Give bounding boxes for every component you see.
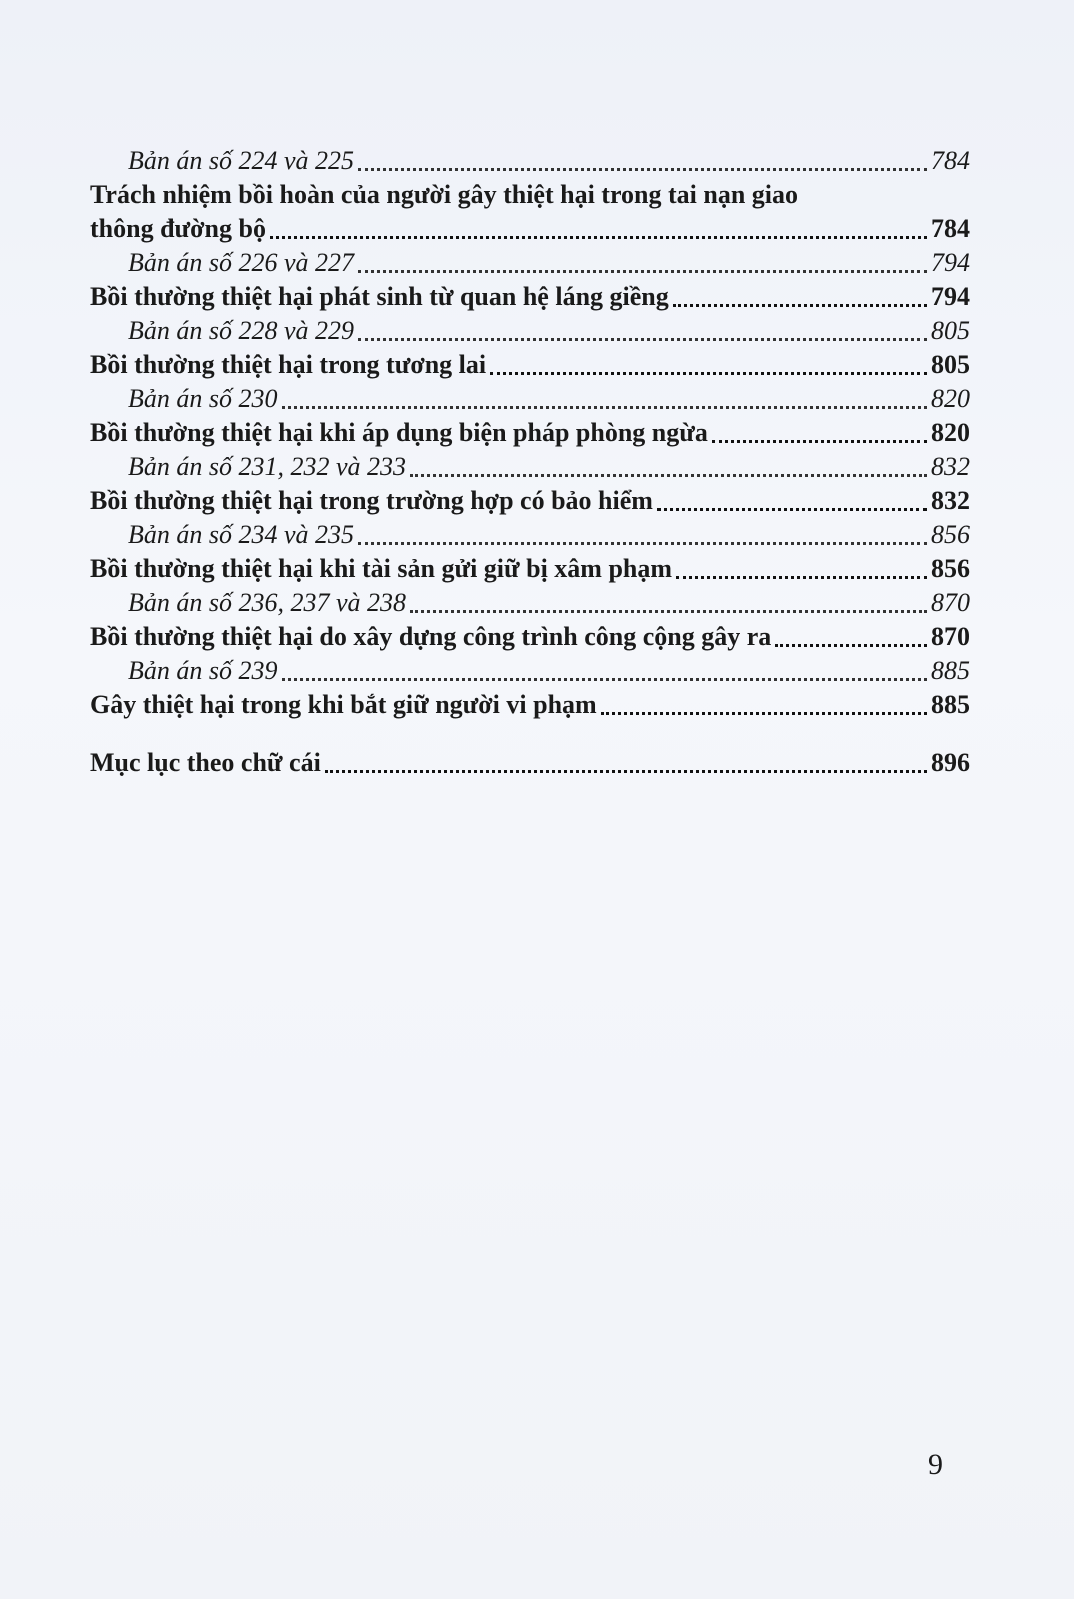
toc-entry-sub [90,144,970,178]
toc-entry-title: Bản án số 228 và 229 [128,316,355,345]
toc-entry-title: Bồi thường thiệt hại do xây dựng công trình công cộng gây ra [90,622,772,651]
toc-entry-title: Bản án số 226 và 227 [128,248,355,277]
toc-entry-page: 870 [931,588,970,617]
toc-entry-title: Bồi thường thiệt hại trong trường hợp có bảo hiểm [90,486,653,515]
toc-entry-head [90,280,970,314]
toc-entry-page: 805 [931,316,970,345]
dot-leader [358,168,927,171]
dot-leader [358,270,927,273]
toc-entry-sub [90,314,970,348]
toc-entry-head [90,348,970,382]
toc-entry-title: Bản án số 234 và 235 [128,520,355,549]
toc-entry-title-line1: Trách nhiệm bồi hoàn của người gây thiệt hại trong tai nạn giao [90,180,799,209]
toc-entry-sub [90,518,970,552]
toc-entry-page: 856 [931,554,970,583]
toc-entry-sub [90,586,970,620]
toc-entry-page: 820 [931,384,970,413]
toc-entry-head [90,212,970,246]
toc-entry-sub [90,654,970,688]
toc-entry-page: 832 [931,486,970,515]
dot-leader [410,610,927,613]
toc-entry-page: 784 [931,214,970,243]
toc-entry-title: Mục lục theo chữ cái [90,748,321,777]
spacer [90,722,970,746]
toc-entry-page: 794 [931,282,970,311]
dot-leader [676,576,927,579]
toc-entry-title: Gây thiệt hại trong khi bắt giữ người vi phạm [90,690,597,719]
dot-leader [358,542,927,545]
toc-entry-page: 856 [931,520,970,549]
toc-entry-head [90,688,970,722]
toc-entry-page: 896 [931,748,970,777]
dot-leader [325,770,927,773]
toc-entry-page: 885 [931,690,970,719]
toc-entry-head [90,620,970,654]
toc-entry-title: Bản án số 224 và 225 [128,146,355,175]
dot-leader [282,678,928,681]
toc-entry-page: 784 [931,146,970,175]
toc-entry-title: Bồi thường thiệt hại trong tương lai [90,350,487,379]
toc-entry-page: 805 [931,350,970,379]
dot-leader [410,474,927,477]
toc-entry-title: thông đường bộ [90,214,266,243]
toc-entry-page: 794 [931,248,970,277]
toc-entry-title: Bản án số 230 [128,384,278,413]
toc-entry-sub [90,246,970,280]
toc-entry-title: Bồi thường thiệt hại phát sinh từ quan hệ láng giềng [90,282,669,311]
toc-entry-page: 870 [931,622,970,651]
toc-entry-title: Bản án số 239 [128,656,278,685]
toc-entry-index [90,746,970,780]
toc-entry-sub [90,450,970,484]
dot-leader [358,338,927,341]
toc-entry-head [90,552,970,586]
dot-leader [673,304,927,307]
toc-entry-title: Bồi thường thiệt hại khi tài sản gửi giữ bị xâm phạm [90,554,673,583]
dot-leader [657,508,927,511]
table-of-contents [90,144,970,780]
page-number: 9 [928,1448,943,1481]
dot-leader [601,712,927,715]
dot-leader [282,406,928,409]
toc-entry-head [90,484,970,518]
toc-entry-head [90,416,970,450]
toc-entry-sub [90,382,970,416]
dot-leader [490,372,927,375]
toc-entry-page: 885 [931,656,970,685]
dot-leader [712,440,927,443]
dot-leader [775,644,927,647]
toc-entry-page: 820 [931,418,970,447]
dot-leader [270,236,927,239]
toc-entry-title: Bồi thường thiệt hại khi áp dụng biện pháp phòng ngừa [90,418,708,447]
toc-entry-title: Bản án số 231, 232 và 233 [128,452,407,481]
toc-entry-page: 832 [931,452,970,481]
toc-entry-title: Bản án số 236, 237 và 238 [128,588,407,617]
